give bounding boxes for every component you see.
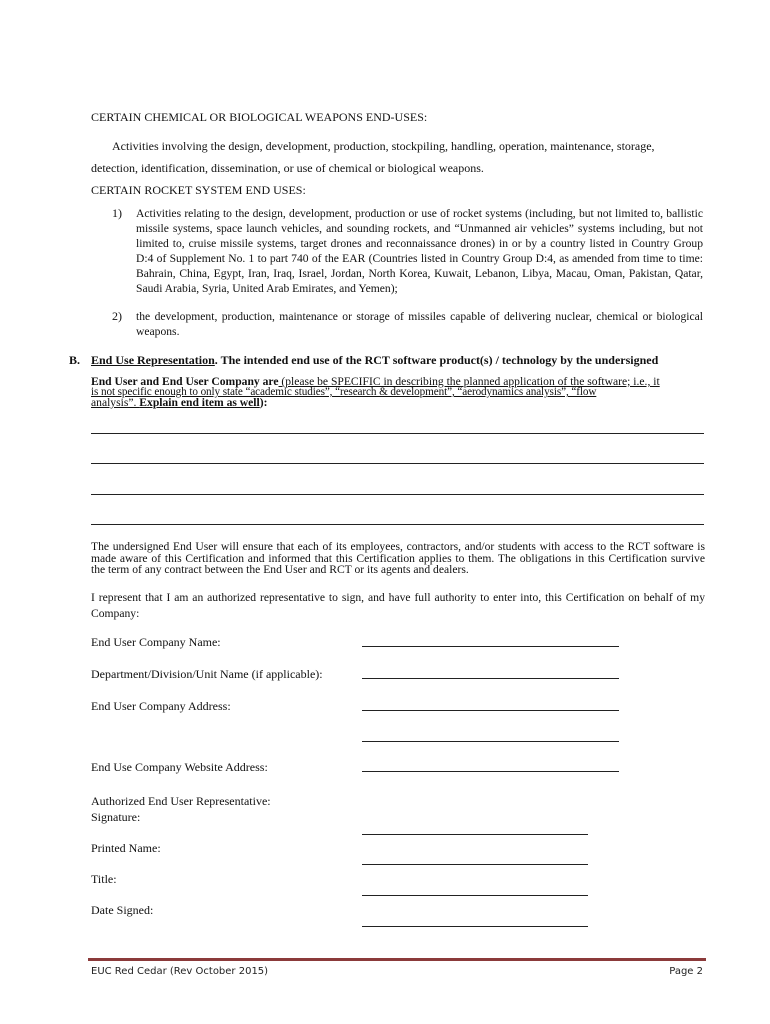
answer-line-3[interactable]	[91, 494, 704, 495]
website-label: End Use Company Website Address:	[91, 760, 268, 774]
section-b-line-4-start: analysis”.	[91, 396, 140, 409]
section-b-line-4	[91, 395, 268, 410]
answer-line-4[interactable]	[91, 524, 704, 525]
authorized-representative-label: Authorized End User Representative:	[91, 794, 271, 808]
ensure-paragraph: The undersigned End User will ensure that each of its employees, contractors, and/or students with access to the RCT software is made aware of this Certification and informed that this Certification applies to them. The obligations in this Certification survive the term of any contract between the End User and RCT or its agents and dealers.	[91, 540, 705, 576]
rocket-item-1-number: 1)	[112, 206, 122, 220]
section-b-line-4-end: ):	[259, 396, 268, 409]
address-line-2[interactable]	[362, 741, 619, 742]
rocket-item-2-text: the development, production, maintenance or storage of missiles capable of delivering nuclear, chemical or biological weapons.	[136, 310, 703, 338]
title-line[interactable]	[362, 895, 588, 896]
printed-name-line[interactable]	[362, 864, 588, 865]
footer-rule	[88, 958, 706, 961]
section-b-subject: End User and End User Company are	[91, 375, 279, 388]
chem-heading: CERTAIN CHEMICAL OR BIOLOGICAL WEAPONS END-USES:	[91, 110, 428, 124]
chem-body-line-2: detection, identification, dissemination, or use of chemical or biological weapons.	[91, 161, 484, 175]
signature-label: Signature:	[91, 810, 141, 824]
answer-line-1[interactable]	[91, 433, 704, 434]
website-line[interactable]	[362, 771, 619, 772]
represent-paragraph: I represent that I am an authorized representative to sign, and have full authority to enter into, this Certification on behalf of my Company:	[91, 591, 705, 620]
company-name-line[interactable]	[362, 646, 619, 647]
printed-name-label: Printed Name:	[91, 841, 161, 855]
footer-document-id: EUC Red Cedar (Rev October 2015)	[91, 966, 269, 977]
section-b-instruction: (please be SPECIFIC in describing the planned application of the software; i.e., it	[278, 375, 660, 388]
department-label: Department/Division/Unit Name (if applicable):	[91, 667, 323, 681]
section-b-title: End Use Representation	[91, 353, 215, 367]
section-b-letter: B.	[69, 353, 81, 367]
signature-line[interactable]	[362, 834, 588, 835]
section-b-explain: Explain end item as well	[139, 396, 260, 409]
section-b-title-rest: . The intended end use of the RCT software product(s) / technology by the undersigned	[214, 353, 659, 367]
date-signed-line[interactable]	[362, 926, 588, 927]
answer-line-2[interactable]	[91, 463, 704, 464]
footer-page-number: Page 2	[669, 966, 703, 977]
section-b-line-3: is not specific enough to only state “academic studies”, “research & development”, “aerodynamics analysis”, “flow	[91, 386, 597, 398]
rocket-heading: CERTAIN ROCKET SYSTEM END USES:	[91, 183, 306, 197]
section-b-heading	[91, 353, 658, 368]
address-label: End User Company Address:	[91, 699, 231, 713]
department-line[interactable]	[362, 678, 619, 679]
date-signed-label: Date Signed:	[91, 903, 154, 917]
company-name-label: End User Company Name:	[91, 635, 221, 649]
rocket-item-2-number: 2)	[112, 309, 122, 323]
rocket-item-1-text: Activities relating to the design, development, production or use of rocket systems (including, but not limited to, ballistic missile systems, space launch vehicles, and sounding rockets, and “Unmanned air vehicles” systems including, but not limited to, cruise missile systems, target drones and reconnaissance drones) in or by a country listed in Country Group D:4 of Supplement No. 1 to part 740 of the EAR (Countries listed in Country Group D:4, as amended from time to time: Bahrain, China, Egypt, Iran, Iraq, Israel, Jordan, North Korea, Kuwait, Lebanon, Libya, Macau, Oman, Pakistan, Qatar, Saudi Arabia, Syria, United Arab Emirates, and Yemen);	[136, 207, 703, 295]
address-line-1[interactable]	[362, 710, 619, 711]
title-label: Title:	[91, 872, 117, 886]
chem-body-line-1: Activities involving the design, development, production, stockpiling, handling, operation, maintenance, storage,	[112, 139, 655, 153]
